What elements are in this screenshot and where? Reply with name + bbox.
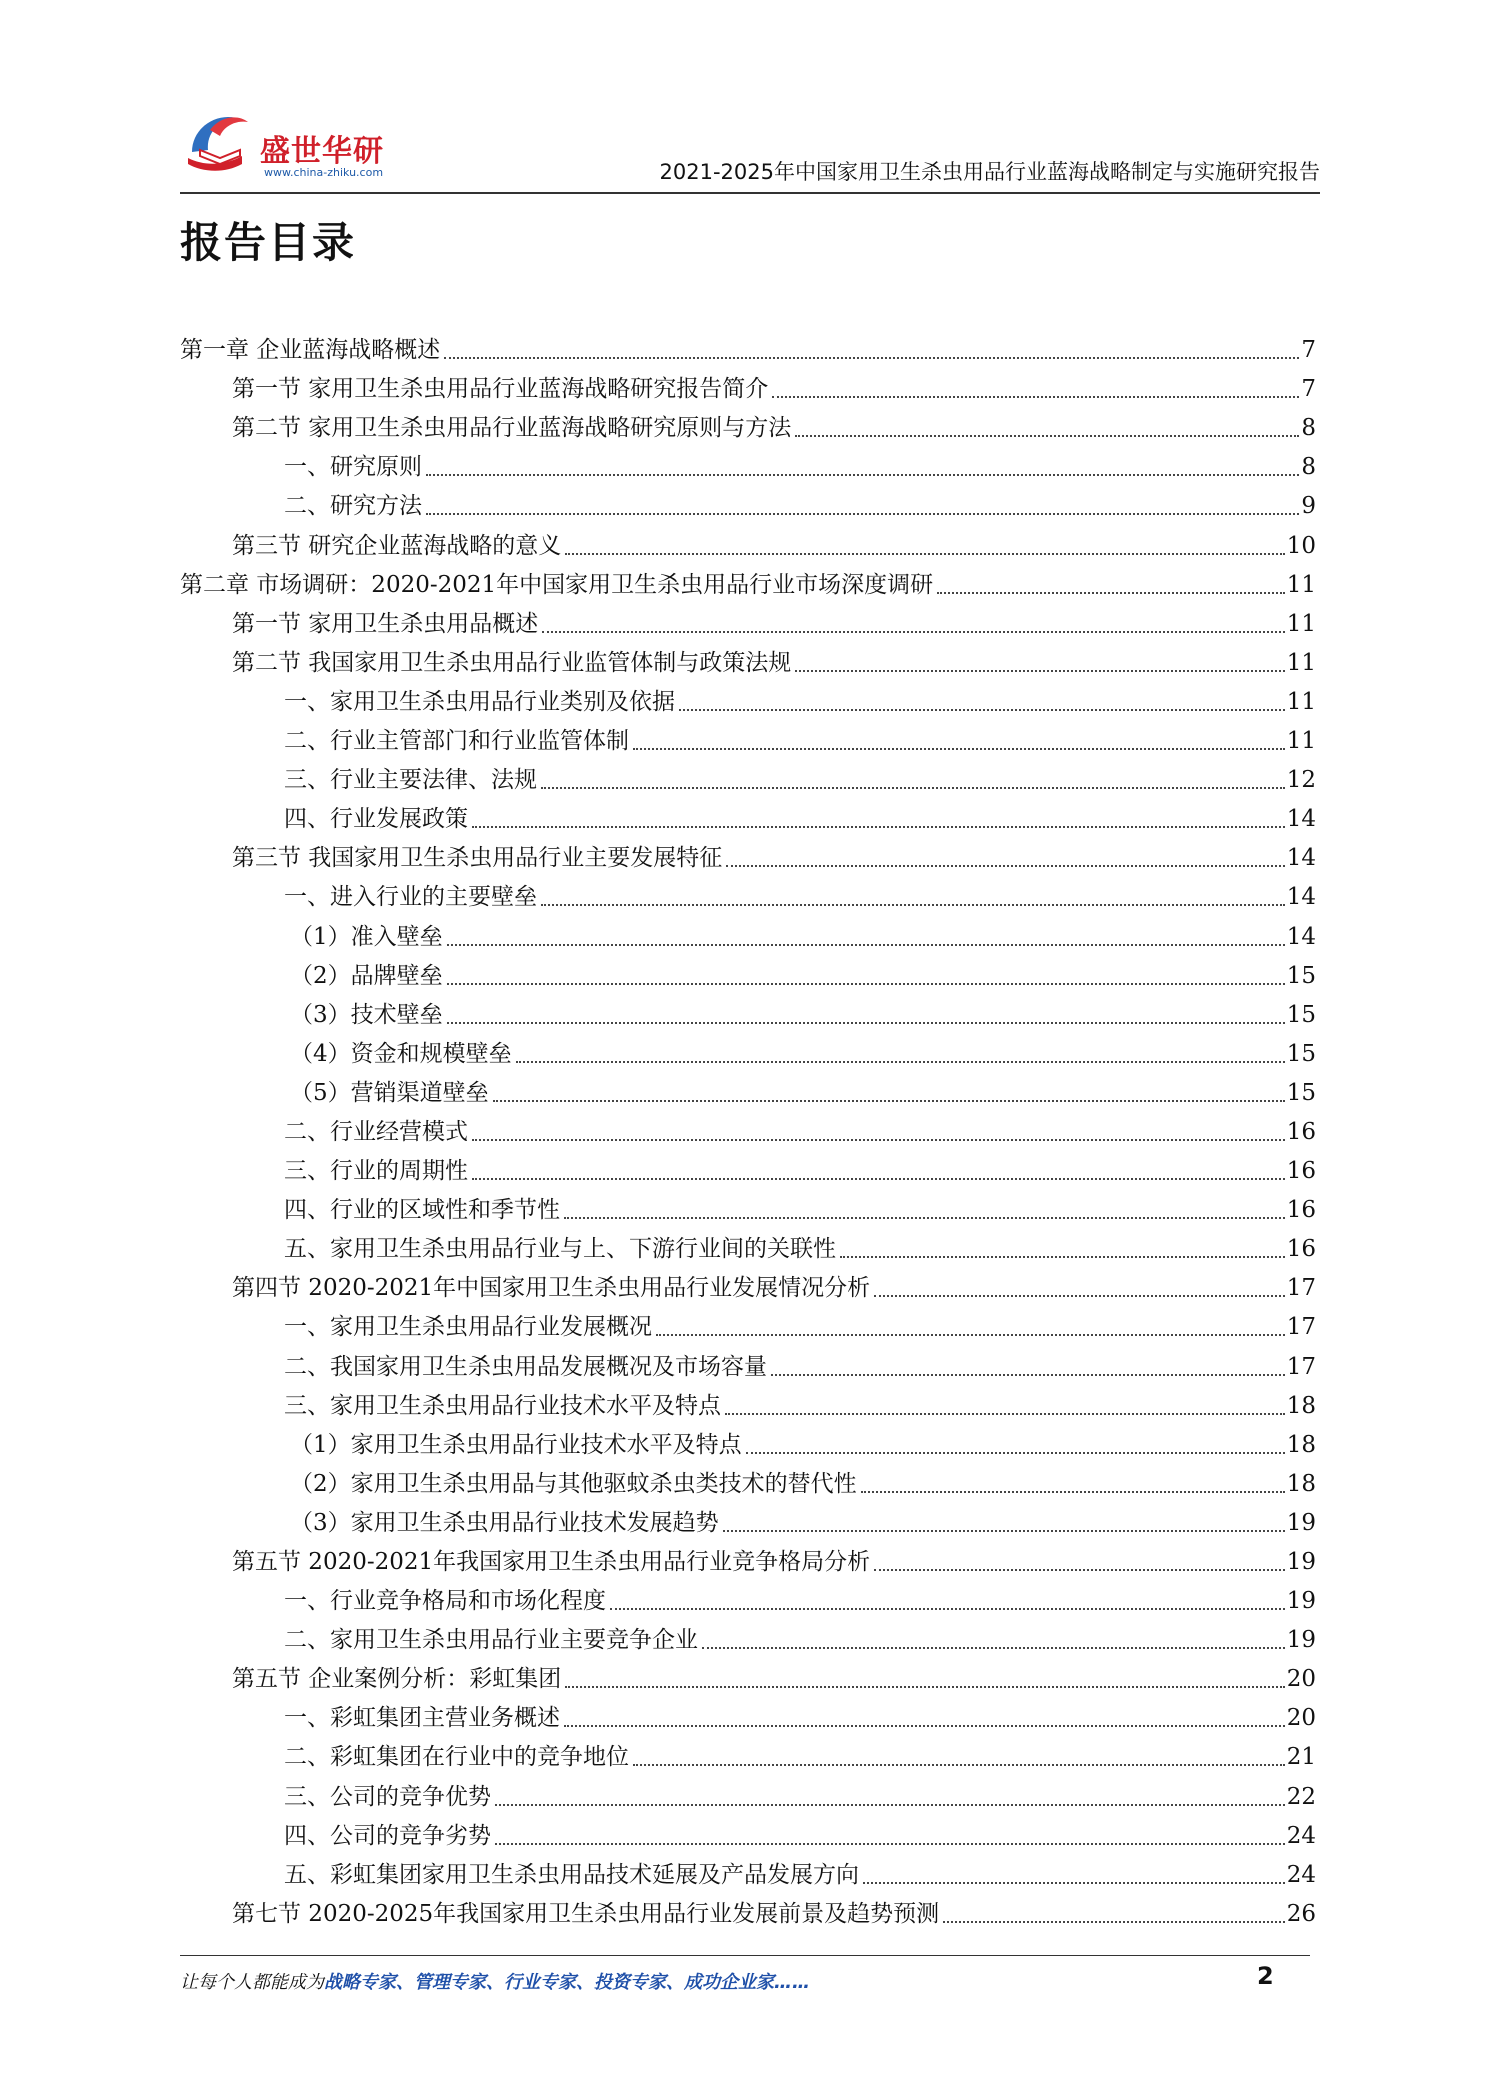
toc-entry-page: 12 — [1286, 767, 1316, 794]
toc-entry-page: 15 — [1286, 962, 1316, 989]
toc-dot-leader — [746, 1451, 1285, 1454]
toc-entry-title: 四、行业发展政策 — [284, 806, 468, 833]
toc-entry-page: 11 — [1286, 649, 1316, 676]
footer-slogan-prefix: 让每个人都能成为 — [180, 1972, 324, 1993]
logo-name: 盛世华研 — [260, 134, 384, 169]
toc-dot-leader — [610, 1607, 1285, 1610]
toc-entry[interactable] — [180, 1030, 1316, 1069]
toc-dot-leader — [541, 903, 1285, 906]
toc-entry-title: 三、公司的竞争优势 — [284, 1783, 491, 1810]
page-header — [180, 100, 1320, 196]
toc-dot-leader — [472, 1177, 1285, 1180]
toc-dot-leader — [861, 1490, 1285, 1493]
toc-dot-leader — [447, 1021, 1285, 1024]
toc-entry-page: 21 — [1286, 1744, 1316, 1771]
toc-entry-page: 19 — [1286, 1549, 1316, 1575]
toc-entry-title: （4）资金和规模壁垒 — [290, 1040, 512, 1067]
toc-entry-page: 17 — [1286, 1353, 1316, 1380]
toc-entry-title: （3）家用卫生杀虫用品行业技术发展趋势 — [290, 1509, 719, 1536]
toc-entry-page: 26 — [1286, 1900, 1316, 1927]
toc-entry-page: 19 — [1286, 1588, 1316, 1615]
toc-entry-title: 二、行业主管部门和行业监管体制 — [284, 728, 629, 755]
toc-entry-page: 16 — [1286, 1118, 1316, 1145]
toc-dot-leader — [633, 747, 1285, 750]
toc-dot-leader — [840, 1255, 1285, 1258]
toc-dot-leader — [426, 473, 1299, 476]
toc-dot-leader — [725, 1412, 1285, 1415]
toc-entry[interactable] — [180, 1538, 1316, 1577]
toc-entry-title: 一、家用卫生杀虫用品行业类别及依据 — [284, 688, 675, 715]
toc-entry[interactable] — [180, 1186, 1316, 1225]
toc-entry[interactable] — [180, 1147, 1316, 1186]
toc-entry-page: 16 — [1286, 1236, 1316, 1263]
toc-dot-leader — [863, 1881, 1285, 1884]
toc-entry[interactable] — [180, 1460, 1316, 1499]
toc-entry-title: 三、家用卫生杀虫用品行业技术水平及特点 — [284, 1392, 721, 1419]
toc-dot-leader — [542, 630, 1284, 633]
page-title: 报告目录 — [180, 218, 357, 267]
toc-entry[interactable] — [180, 326, 1316, 365]
toc-entry-page: 11 — [1286, 610, 1316, 637]
toc-dot-leader — [679, 708, 1285, 711]
toc-dot-leader — [493, 1099, 1285, 1102]
toc-entry-page: 20 — [1286, 1705, 1316, 1732]
toc-entry-title: 二、我国家用卫生杀虫用品发展概况及市场容量 — [284, 1353, 767, 1380]
footer-divider — [180, 1955, 1310, 1956]
toc-entry-title: （2）家用卫生杀虫用品与其他驱蚊杀虫类技术的替代性 — [290, 1470, 857, 1497]
toc-entry-page: 18 — [1286, 1431, 1316, 1458]
toc-entry[interactable] — [180, 1733, 1316, 1772]
toc-dot-leader — [472, 825, 1285, 828]
toc-entry[interactable] — [180, 756, 1316, 795]
toc-entry-page: 20 — [1286, 1666, 1316, 1693]
toc-dot-leader — [565, 1685, 1284, 1688]
toc-entry-title: （3）技术壁垒 — [290, 1001, 443, 1028]
toc-dot-leader — [874, 1568, 1285, 1571]
toc-entry-title: 第二章 市场调研：2020-2021年中国家用卫生杀虫用品行业市场深度调研 — [180, 571, 934, 598]
toc-entry-page: 15 — [1286, 1079, 1316, 1106]
toc-entry-page: 8 — [1301, 454, 1316, 481]
toc-entry-page: 11 — [1286, 571, 1316, 598]
toc-entry-title: 三、行业的周期性 — [284, 1158, 468, 1185]
toc-dot-leader — [565, 552, 1284, 555]
toc-entry-page: 7 — [1301, 337, 1316, 364]
toc-entry-title: 二、行业经营模式 — [284, 1118, 468, 1145]
toc-entry-title: 一、彩虹集团主营业务概述 — [284, 1705, 560, 1732]
toc-entry[interactable] — [180, 1264, 1316, 1303]
toc-entry-title: 第五节 2020-2021年我国家用卫生杀虫用品行业竞争格局分析 — [232, 1549, 871, 1575]
toc-entry[interactable] — [180, 1382, 1316, 1421]
toc-dot-leader — [541, 786, 1285, 789]
toc-entry[interactable] — [180, 1890, 1316, 1929]
toc-entry-title: 第三节 我国家用卫生杀虫用品行业主要发展特征 — [232, 845, 723, 872]
toc-entry-title: 第五节 企业案例分析：彩虹集团 — [232, 1666, 562, 1693]
toc-entry-title: 一、进入行业的主要壁垒 — [284, 884, 537, 911]
footer-slogan-accent: 战略专家、管理专家、行业专家、投资专家、成功企业家…… — [324, 1972, 810, 1993]
toc-entry-title: 第一节 家用卫生杀虫用品概述 — [232, 610, 539, 637]
toc-entry[interactable] — [180, 795, 1316, 834]
toc-entry-page: 14 — [1286, 923, 1316, 950]
footer-slogan — [180, 1968, 810, 1994]
toc-dot-leader — [495, 1842, 1285, 1845]
toc-entry[interactable] — [180, 443, 1316, 482]
toc-dot-leader — [726, 864, 1284, 867]
toc-entry-title: 一、行业竞争格局和市场化程度 — [284, 1588, 606, 1615]
toc-entry-title: 四、公司的竞争劣势 — [284, 1822, 491, 1849]
toc-entry[interactable] — [180, 1772, 1316, 1811]
toc-entry[interactable] — [180, 952, 1316, 991]
toc-entry-title: 第三节 研究企业蓝海战略的意义 — [232, 532, 562, 559]
toc-dot-leader — [795, 434, 1299, 437]
toc-entry-page: 19 — [1286, 1627, 1316, 1654]
toc-entry-page: 17 — [1286, 1314, 1316, 1341]
toc-entry[interactable] — [180, 639, 1316, 678]
toc-entry-title: 第四节 2020-2021年中国家用卫生杀虫用品行业发展情况分析 — [232, 1275, 871, 1302]
toc-entry-page: 9 — [1301, 493, 1316, 520]
toc-dot-leader — [472, 1138, 1285, 1141]
toc-entry-page: 10 — [1286, 532, 1316, 559]
toc-entry-title: 一、家用卫生杀虫用品行业发展概况 — [284, 1314, 652, 1341]
toc-dot-leader — [516, 1060, 1285, 1063]
toc-entry-page: 16 — [1286, 1197, 1316, 1224]
toc-entry[interactable] — [180, 561, 1316, 600]
toc-entry-page: 7 — [1301, 376, 1316, 403]
toc-entry[interactable] — [180, 600, 1316, 639]
toc-entry[interactable] — [180, 404, 1316, 443]
toc-dot-leader — [656, 1333, 1285, 1336]
table-of-contents — [180, 326, 1316, 1929]
toc-entry-title: 第七节 2020-2025年我国家用卫生杀虫用品行业发展前景及趋势预测 — [232, 1900, 940, 1927]
toc-entry-page: 11 — [1286, 688, 1316, 715]
toc-entry-title: 五、家用卫生杀虫用品行业与上、下游行业间的关联性 — [284, 1236, 836, 1263]
toc-entry-title: 第二节 家用卫生杀虫用品行业蓝海战略研究原则与方法 — [232, 415, 792, 442]
toc-entry-title: 五、彩虹集团家用卫生杀虫用品技术延展及产品发展方向 — [284, 1861, 859, 1888]
toc-entry[interactable] — [180, 1225, 1316, 1264]
toc-dot-leader — [495, 1803, 1285, 1806]
header-divider — [180, 192, 1320, 194]
toc-entry-title: 二、彩虹集团在行业中的竞争地位 — [284, 1744, 629, 1771]
toc-dot-leader — [795, 669, 1284, 672]
toc-entry-title: 第一章 企业蓝海战略概述 — [180, 337, 441, 364]
toc-entry-page: 15 — [1286, 1040, 1316, 1067]
toc-dot-leader — [447, 943, 1285, 946]
toc-entry[interactable] — [180, 1303, 1316, 1342]
toc-entry-page: 19 — [1286, 1509, 1316, 1536]
toc-entry-page: 24 — [1286, 1861, 1316, 1888]
toc-dot-leader — [426, 512, 1299, 515]
toc-entry-title: 四、行业的区域性和季节性 — [284, 1197, 560, 1224]
toc-entry-title: 第一节 家用卫生杀虫用品行业蓝海战略研究报告简介 — [232, 376, 769, 403]
toc-dot-leader — [937, 591, 1285, 594]
toc-entry-page: 11 — [1286, 728, 1316, 755]
toc-entry-title: （1）准入壁垒 — [290, 923, 443, 950]
toc-entry[interactable] — [180, 991, 1316, 1030]
toc-entry[interactable] — [180, 1342, 1316, 1381]
company-logo — [180, 100, 440, 190]
toc-entry[interactable] — [180, 1694, 1316, 1733]
toc-dot-leader — [723, 1529, 1285, 1532]
toc-entry-title: （2）品牌壁垒 — [290, 962, 443, 989]
toc-entry[interactable] — [180, 482, 1316, 521]
toc-entry-page: 16 — [1286, 1158, 1316, 1185]
toc-dot-leader — [771, 1373, 1285, 1376]
toc-entry-page: 8 — [1301, 415, 1316, 442]
toc-entry[interactable] — [180, 1812, 1316, 1851]
toc-entry-title: 第二节 我国家用卫生杀虫用品行业监管体制与政策法规 — [232, 649, 792, 676]
toc-entry[interactable] — [180, 365, 1316, 404]
toc-entry-page: 18 — [1286, 1470, 1316, 1497]
toc-entry-page: 17 — [1286, 1275, 1316, 1302]
toc-entry[interactable] — [180, 1499, 1316, 1538]
toc-entry-title: （5）营销渠道壁垒 — [290, 1079, 489, 1106]
report-title: 2021-2025年中国家用卫生杀虫用品行业蓝海战略制定与实施研究报告 — [659, 160, 1320, 184]
toc-entry[interactable] — [180, 1577, 1316, 1616]
toc-dot-leader — [772, 395, 1299, 398]
toc-entry-page: 15 — [1286, 1001, 1316, 1028]
toc-entry-page: 14 — [1286, 884, 1316, 911]
toc-entry[interactable] — [180, 1108, 1316, 1147]
toc-entry[interactable] — [180, 1655, 1316, 1694]
toc-entry-page: 24 — [1286, 1822, 1316, 1849]
toc-entry-title: 二、研究方法 — [284, 493, 422, 520]
toc-entry[interactable] — [180, 1616, 1316, 1655]
toc-entry[interactable] — [180, 678, 1316, 717]
toc-dot-leader — [447, 982, 1285, 985]
toc-entry[interactable] — [180, 873, 1316, 912]
toc-entry[interactable] — [180, 1069, 1316, 1108]
toc-entry[interactable] — [180, 834, 1316, 873]
toc-dot-leader — [874, 1294, 1285, 1297]
toc-dot-leader — [633, 1763, 1285, 1766]
toc-entry[interactable] — [180, 1421, 1316, 1460]
logo-url: www.china-zhiku.com — [264, 166, 384, 179]
toc-entry[interactable] — [180, 521, 1316, 560]
toc-entry-page: 22 — [1286, 1783, 1316, 1810]
toc-entry-title: （1）家用卫生杀虫用品行业技术水平及特点 — [290, 1431, 742, 1458]
toc-entry-title: 二、家用卫生杀虫用品行业主要竞争企业 — [284, 1627, 698, 1654]
toc-dot-leader — [702, 1646, 1285, 1649]
toc-dot-leader — [564, 1724, 1285, 1727]
toc-entry[interactable] — [180, 1851, 1316, 1890]
page-number: 2 — [1257, 1962, 1274, 1990]
toc-entry[interactable] — [180, 912, 1316, 951]
toc-entry-page: 18 — [1286, 1392, 1316, 1419]
toc-entry-page: 14 — [1286, 845, 1316, 872]
toc-entry-title: 一、研究原则 — [284, 454, 422, 481]
toc-dot-leader — [564, 1216, 1285, 1219]
toc-dot-leader — [943, 1920, 1285, 1923]
toc-entry-title: 三、行业主要法律、法规 — [284, 767, 537, 794]
toc-entry[interactable] — [180, 717, 1316, 756]
logo-emblem-icon — [180, 100, 260, 180]
toc-entry-page: 14 — [1286, 806, 1316, 833]
toc-dot-leader — [444, 356, 1299, 359]
